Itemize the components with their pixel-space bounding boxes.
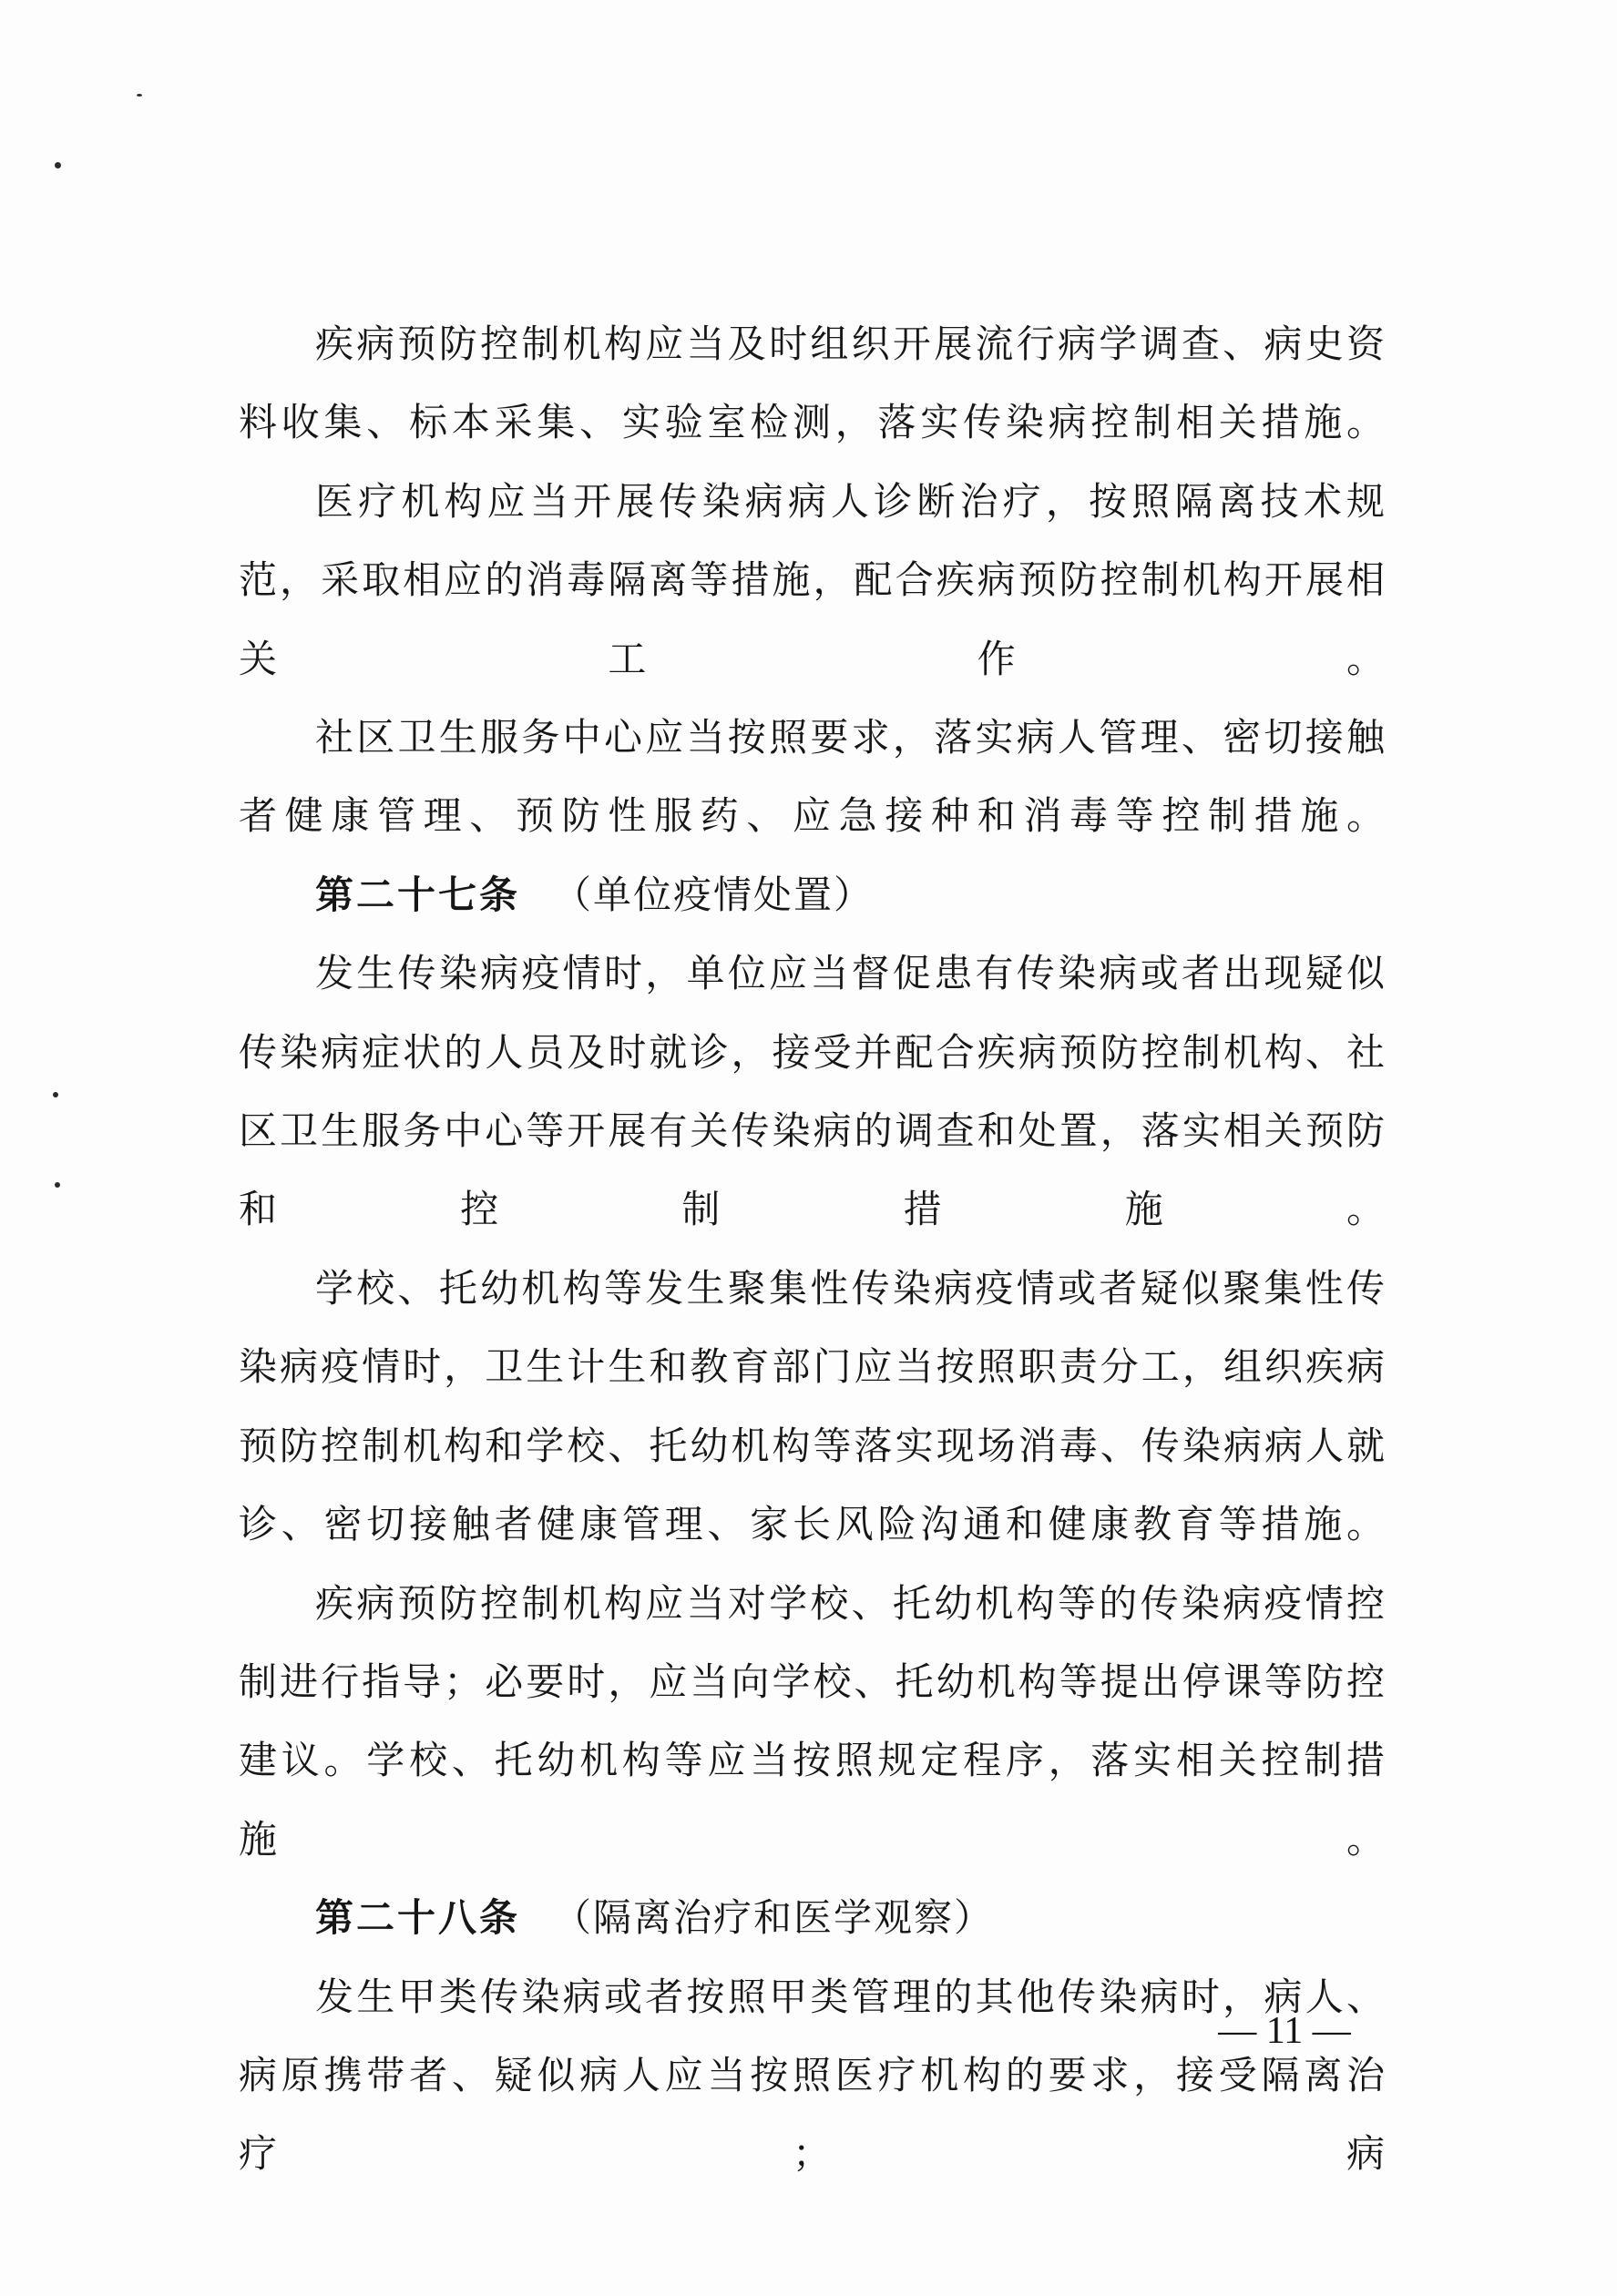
body-paragraph: 社区卫生服务中心应当按照要求，落实病人管理、密切接触者健康管理、预防性服药、应急接种和消毒等控制措施。 [239, 715, 1387, 839]
article-number: 第二十八条 [315, 1895, 521, 1941]
body-paragraph: 发生甲类传染病或者按照甲类管理的其他传染病时，病人、病原携带者、疑似病人应当按照医疗机构的要求，接受隔离治疗；病 [239, 1974, 1387, 2177]
article-number: 第二十七条 [315, 872, 521, 917]
body-paragraph: 医疗机构应当开展传染病病人诊断治疗，按照隔离技术规范，采取相应的消毒隔离等措施，配合疾病预防控制机构开展相关工作。 [239, 478, 1387, 681]
body-paragraph: 疾病预防控制机构应当及时组织开展流行病学调查、病史资料收集、标本采集、实验室检测，落实传染病控制相关措施。 [239, 321, 1387, 445]
scan-speck [55, 162, 61, 168]
article-heading-28 [239, 1879, 1387, 1957]
scan-speck [137, 94, 142, 97]
article-title: （单位疫情处置） [553, 872, 875, 917]
body-paragraph: 发生传染病疫情时，单位应当督促患有传染病或者出现疑似传染病症状的人员及时就诊，接受并配合疾病预防控制机构、社区卫生服务中心等开展有关传染病的调查和处置，落实相关预防和控制措施。 [239, 951, 1387, 1232]
document-body [239, 305, 1387, 2194]
body-paragraph: 学校、托幼机构等发生聚集性传染病疫情或者疑似聚集性传染病疫情时，卫生计生和教育部门应当按照职责分工，组织疾病预防控制机构和学校、托幼机构等落实现场消毒、传染病病人就诊、密切接触者健康管理、家长风险沟通和健康教育等措施。 [239, 1265, 1387, 1547]
article-title: （隔离治疗和医学观察） [553, 1895, 995, 1941]
page-number: — 11 — [1218, 2010, 1351, 2052]
body-paragraph: 疾病预防控制机构应当对学校、托幼机构等的传染病疫情控制进行指导；必要时，应当向学校、托幼机构等提出停课等防控建议。学校、托幼机构等应当按照规定程序，落实相关控制措施。 [239, 1580, 1387, 1862]
scan-speck [55, 1182, 60, 1188]
scan-speck [53, 1092, 58, 1097]
article-heading-27 [239, 856, 1387, 934]
